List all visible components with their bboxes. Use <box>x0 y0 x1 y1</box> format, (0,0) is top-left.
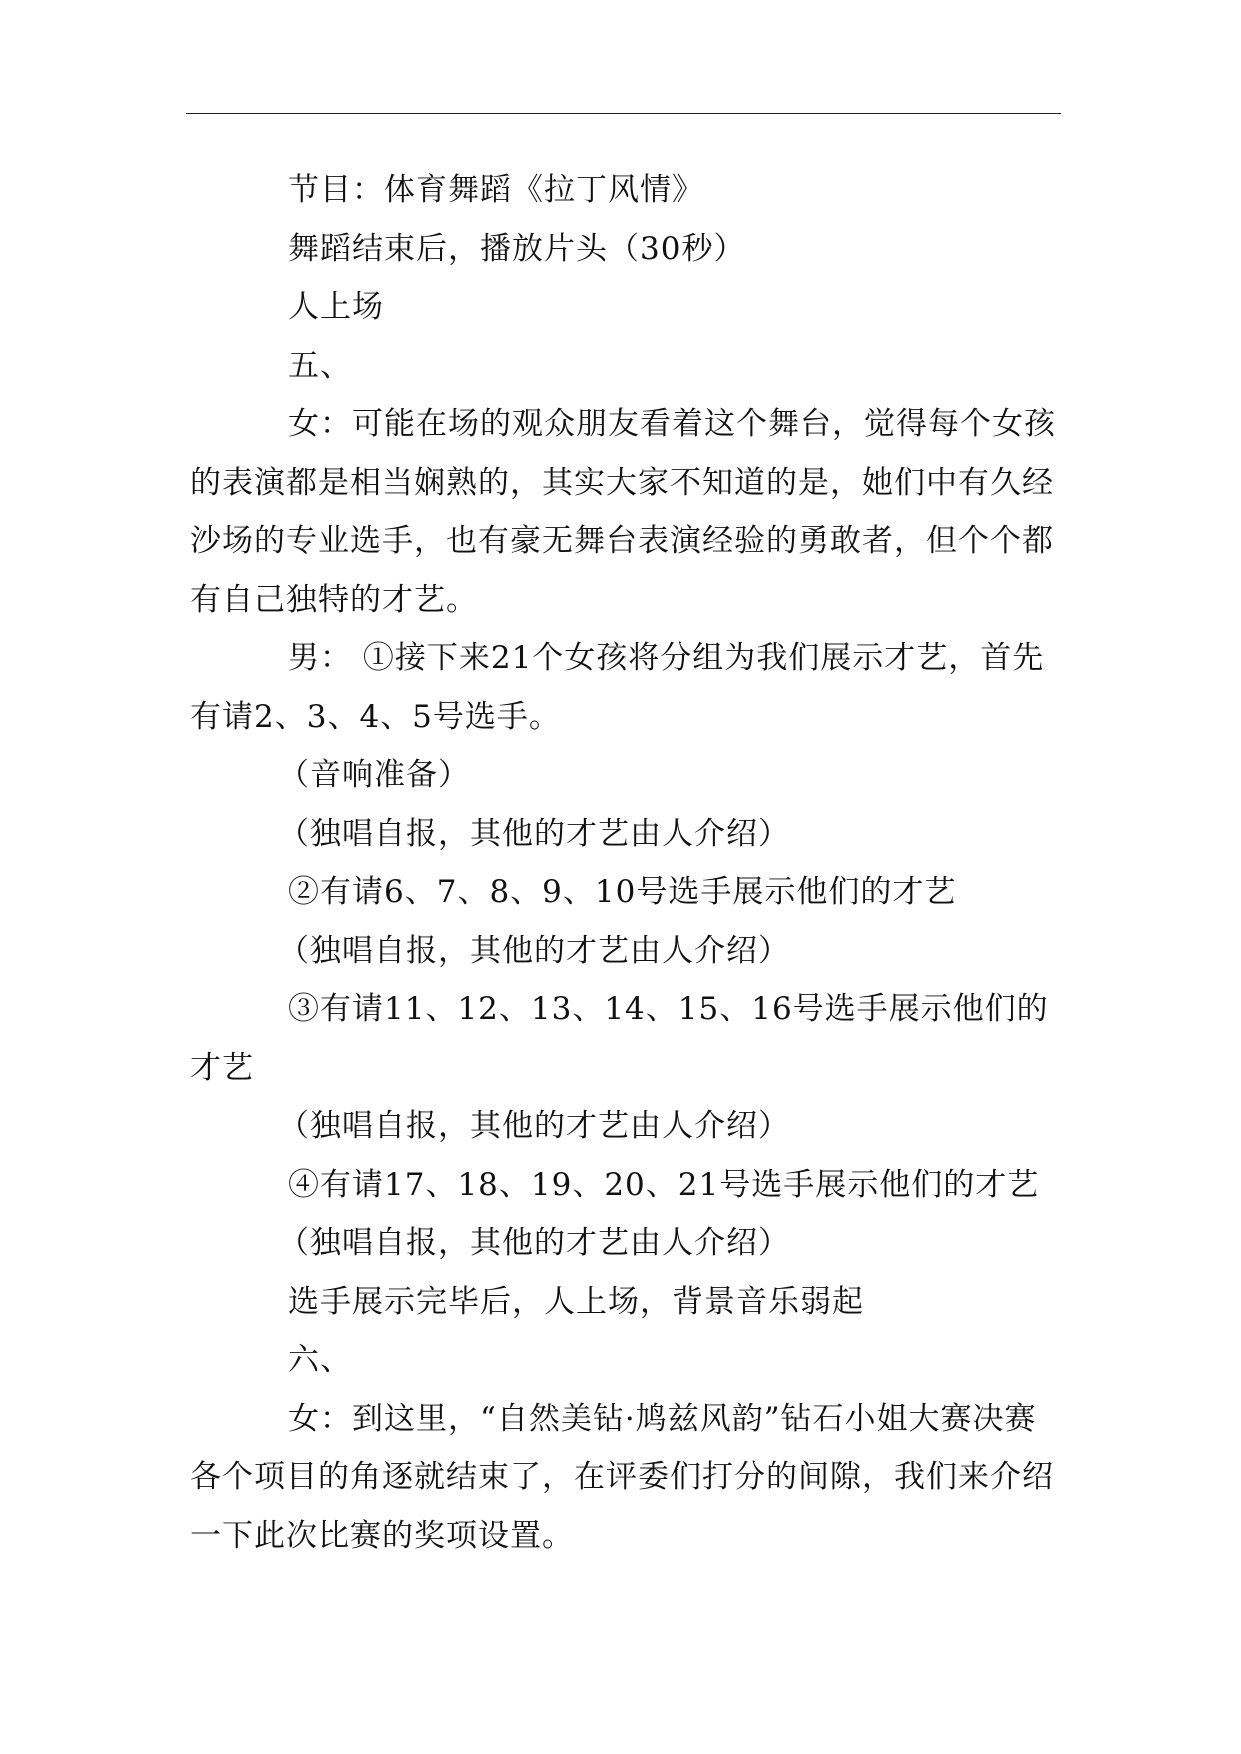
document-body <box>190 161 1056 1565</box>
stage-note-solo-4: （独唱自报，其他的才艺由人介绍） <box>278 1225 790 1261</box>
paragraph-female-host-1: 女：可能在场的观众朋友看着这个舞台，觉得每个女孩的表演都是相当娴熟的，其实大家不知道的是，她们中有久经沙场的专业选手，也有豪无舞台表演经验的勇敢者，但个个都有自己独特的才艺。 <box>190 406 1056 618</box>
section-heading-five: 五、 <box>288 347 352 384</box>
paragraph-hosts-enter: 人上场 <box>288 289 384 325</box>
paragraph-group-4: ④有请17、18、19、20、21号选手展示他们的才艺 <box>288 1166 1040 1203</box>
stage-note-solo-2: （独唱自报，其他的才艺由人介绍） <box>278 932 790 969</box>
section-heading-six: 六、 <box>288 1342 352 1378</box>
paragraph-after-dance: 舞蹈结束后，播放片头（30秒） <box>288 230 746 267</box>
header-rule <box>186 113 1061 114</box>
stage-note-solo-3: （独唱自报，其他的才艺由人介绍） <box>278 1108 790 1144</box>
stage-note-solo-1: （独唱自报，其他的才艺由人介绍） <box>278 815 790 852</box>
paragraph-after-show: 选手展示完毕后，人上场，背景音乐弱起 <box>288 1283 864 1320</box>
paragraph-female-host-2: 女：到这里，“自然美钻·鸠兹风韵”钻石小姐大赛决赛各个项目的角逐就结束了，在评委们打分的间隙，我们来介绍一下此次比赛的奖项设置。 <box>190 1400 1054 1554</box>
paragraph-group-2: ②有请6、7、8、9、10号选手展示他们的才艺 <box>288 874 957 910</box>
paragraph-program-title: 节目：体育舞蹈《拉丁风情》 <box>288 172 704 208</box>
stage-note-sound: （音响准备） <box>278 757 470 793</box>
paragraph-male-host-1: 男： ①接下来21个女孩将分组为我们展示才艺，首先有请2、3、4、5号选手。 <box>190 640 1045 735</box>
paragraph-group-3: ③有请11、12、13、14、15、16号选手展示他们的才艺 <box>190 991 1049 1086</box>
